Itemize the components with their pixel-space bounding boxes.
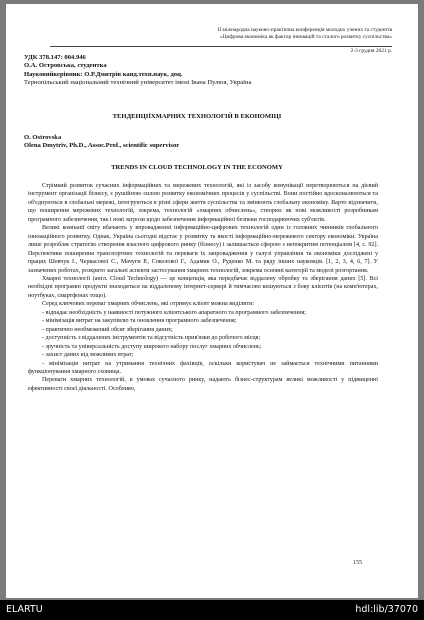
list-item: - мінімізація витрат на закупівлю та оновлення програмного забезпечення; [42,318,237,325]
paragraph: Хмарні технології (англ. Cloud Technology) — це концепція, яка передбачає віддалену обробку та зберігання даних [5]. Всі необхідні програмні продукти знаходяться на віддаленому інтернет-сервері й тимчасово кешуються з боку клієнтів (на комп'ютерах, ноутбуках, смартфонах тощо). [28,275,378,299]
handle-identifier: hdl:lib/37070 [355,604,418,615]
paragraph: Переваги хмарних технологій, в умовах сучасного ринку, надають бізнес-структурам великі можливості у підвищенні ефективності своєї діяльності. Особливо, [28,377,378,392]
supervisor-english: Olena Dmytriv, Ph.D., Assoc.Prof., scientific supervisor [24,142,180,150]
author-english: O. Ostrovska [24,134,62,141]
paragraph: Стрімкий розвиток сучасних інформаційних та мережевих технологій, які із засобу комунікації перетворюються на дієвий інструмент організації бізнесу, є рушійною силою розвитку економічних процесів у суспільстві. Вони постійно вдосконалюються та об'єднуються в глобальні мережі, інтегруються в різні сфери життя суспільства та змінюють глобальну економіку. Варто відзначити, що поширення мережевих технологій, зокрема, технологій «хмарних обчислень», створює як нові можливості розробникам програмного забезпечення, так і нові загрози щодо забезпечення інформаційної безпеки господарюючих суб'єктів. [28,183,378,223]
list-item: - захист даних від можливих втрат; [42,352,134,359]
list-item: - доступність з віддалених інструментів та відсутність прив'язки до робочого місця; [42,335,261,342]
list-item: - зручність та універсальність доступу широкого набору послуг хмарних обчислень; [42,343,262,350]
article-body [28,182,378,393]
repository-name: ELARTU [6,604,43,615]
title-ukrainian: ТЕНДЕНЦІЇХМАРНИХ ТЕХНОЛОГІЙ В ЕКОНОМІЦІ [112,113,282,120]
english-meta [24,134,370,151]
header-divider [50,46,392,47]
list-item: - відпадає необхідність у наявності потужного клієнтського апаратного та програмного забезпечення; [42,309,307,316]
article-meta [24,54,370,88]
repository-footer-bar [0,600,424,620]
supervisor-name: Науковийкерівник: О.Р.Дмитрів канд.техн.наук, доц. [24,70,183,78]
header-date: 2-3 грудня 2021 р. [350,48,392,54]
list-item: - практично необмежений обсяг зберігання даних; [42,326,173,333]
title-english: TRENDS IN CLOUD TECHNOLOGY IN THE ECONOMY [111,164,283,171]
document-page [6,4,418,598]
header-line-1: II міжнародна науково-практична конференція молодих учених та студентів [217,27,392,33]
udk-code: УДК 378.147: 004.946 [24,54,86,61]
conference-header [142,27,392,40]
header-line-2: «Цифрова економіка як фактор інновацій та сталого розвитку суспільства» [219,33,392,40]
page-number: 155 [353,560,362,566]
paragraph: Серед ключових переваг хмарних обчислень, які отримує клієнт можна виділити: [42,301,255,308]
list-item: - мінімізація витрат на утримання технічних фахівців, оскільки користувач не займається технічними питаннями функціонування хмарного сховища. [28,360,378,375]
university-name: Тернопільський національний технічний університет імені Івана Пулюя, Україна [24,79,252,87]
author-name: О.А. Островська, студентка [24,62,107,70]
paragraph: Великі компанії світу вбачають у впровадженні інформаційно-цифрових технологій один із головних чинників глобального інноваційного розвитку. Однак, Україна сьогодні відстає у розвитку та якості інформаційно-мережевого сектору економіки. Україна лише розробляє стратегію створення власного цифрового ринку (бізнесу) і залишається сферою з непокритим потенціалом [4, с. 92]. Перспективи поширення транспортних технологій та переваги їх запровадження у галузі управління та економіки досліджені у працях Шевчук І., Черкасової С., Мачуги Р., Соколової Г., Адамик О., Руденко М. та ряду інших науковців. [1, 2, 3, 4, 6, 7]. У зазначених роботах, розкрито загальні аспекти застосування хмарних технологій, зокрема основні категорії та моделі розгортання. [28,225,378,274]
